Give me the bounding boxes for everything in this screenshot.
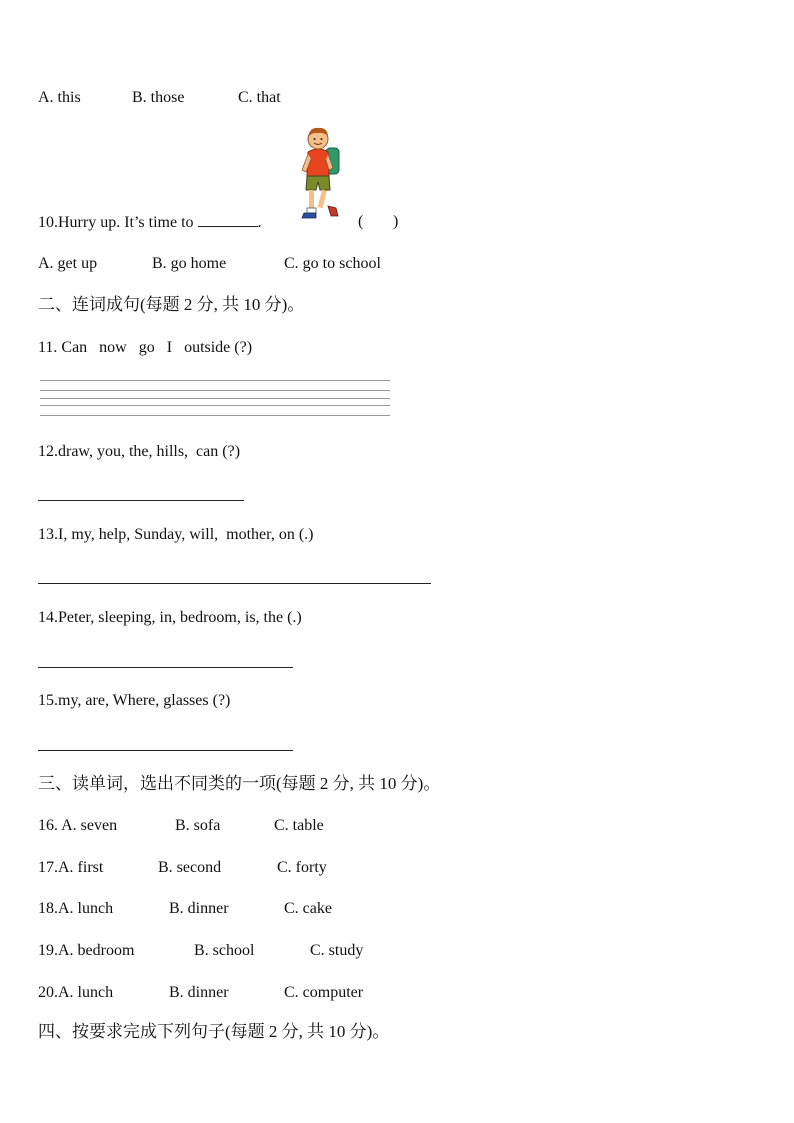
q18-option-c: C. cake [284,900,332,917]
q14-answer-line[interactable] [38,667,293,668]
boy-with-backpack-illustration [298,124,346,224]
q16-option-a: 16. A. seven [38,817,118,834]
q18-option-b: B. dinner [169,900,229,917]
q19-option-a: 19.A. bedroom [38,942,135,959]
q12-answer-line[interactable] [38,500,244,501]
q19-option-c: C. study [310,942,364,959]
q10-question [38,212,262,233]
q20-option-c: C. computer [284,984,364,1001]
q10-answer-blank[interactable] [198,212,258,227]
q10-option-b: B. go home [152,255,227,272]
section-2-title: 二、连词成句(每题 2 分, 共 10 分)。 [38,295,305,314]
q14-text: 14.Peter, sleeping, in, bedroom, is, the (.) [38,609,302,626]
q10-bracket-close: ) [393,213,399,230]
q13-answer-line[interactable] [38,583,431,584]
q10-number: 10. [38,214,58,231]
q16-option-b: B. sofa [175,817,221,834]
q16-option-c: C. table [274,817,324,834]
q9-option-a: A. this [38,89,81,106]
section-3-title: 三、读单词，选出不同类的一项(每题 2 分, 共 10 分)。 [38,774,441,793]
q20-option-b: B. dinner [169,984,229,1001]
q17-option-b: B. second [158,859,222,876]
q10-text: Hurry up. It’s time to [58,214,194,231]
q19-option-b: B. school [194,942,255,959]
q9-option-c: C. that [238,89,281,106]
q20-option-a: 20.A. lunch [38,984,114,1001]
q10-period: . [257,214,262,231]
q9-option-b: B. those [132,89,185,106]
q11-text: 11. Can now go I outside (?) [38,339,253,356]
q18-option-a: 18.A. lunch [38,900,114,917]
q10-option-c: C. go to school [284,255,381,272]
q15-answer-line[interactable] [38,750,293,751]
q13-text: 13.I, my, help, Sunday, will, mother, on (.) [38,526,314,543]
q17-option-a: 17.A. first [38,859,104,876]
q10-option-a: A. get up [38,255,98,272]
q15-text: 15.my, are, Where, glasses (?) [38,692,231,709]
q12-text: 12.draw, you, the, hills, can (?) [38,443,241,460]
q17-option-c: C. forty [277,859,327,876]
section-4-title: 四、按要求完成下列句子(每题 2 分, 共 10 分)。 [38,1022,390,1041]
q10-bracket-open: ( [358,213,364,230]
